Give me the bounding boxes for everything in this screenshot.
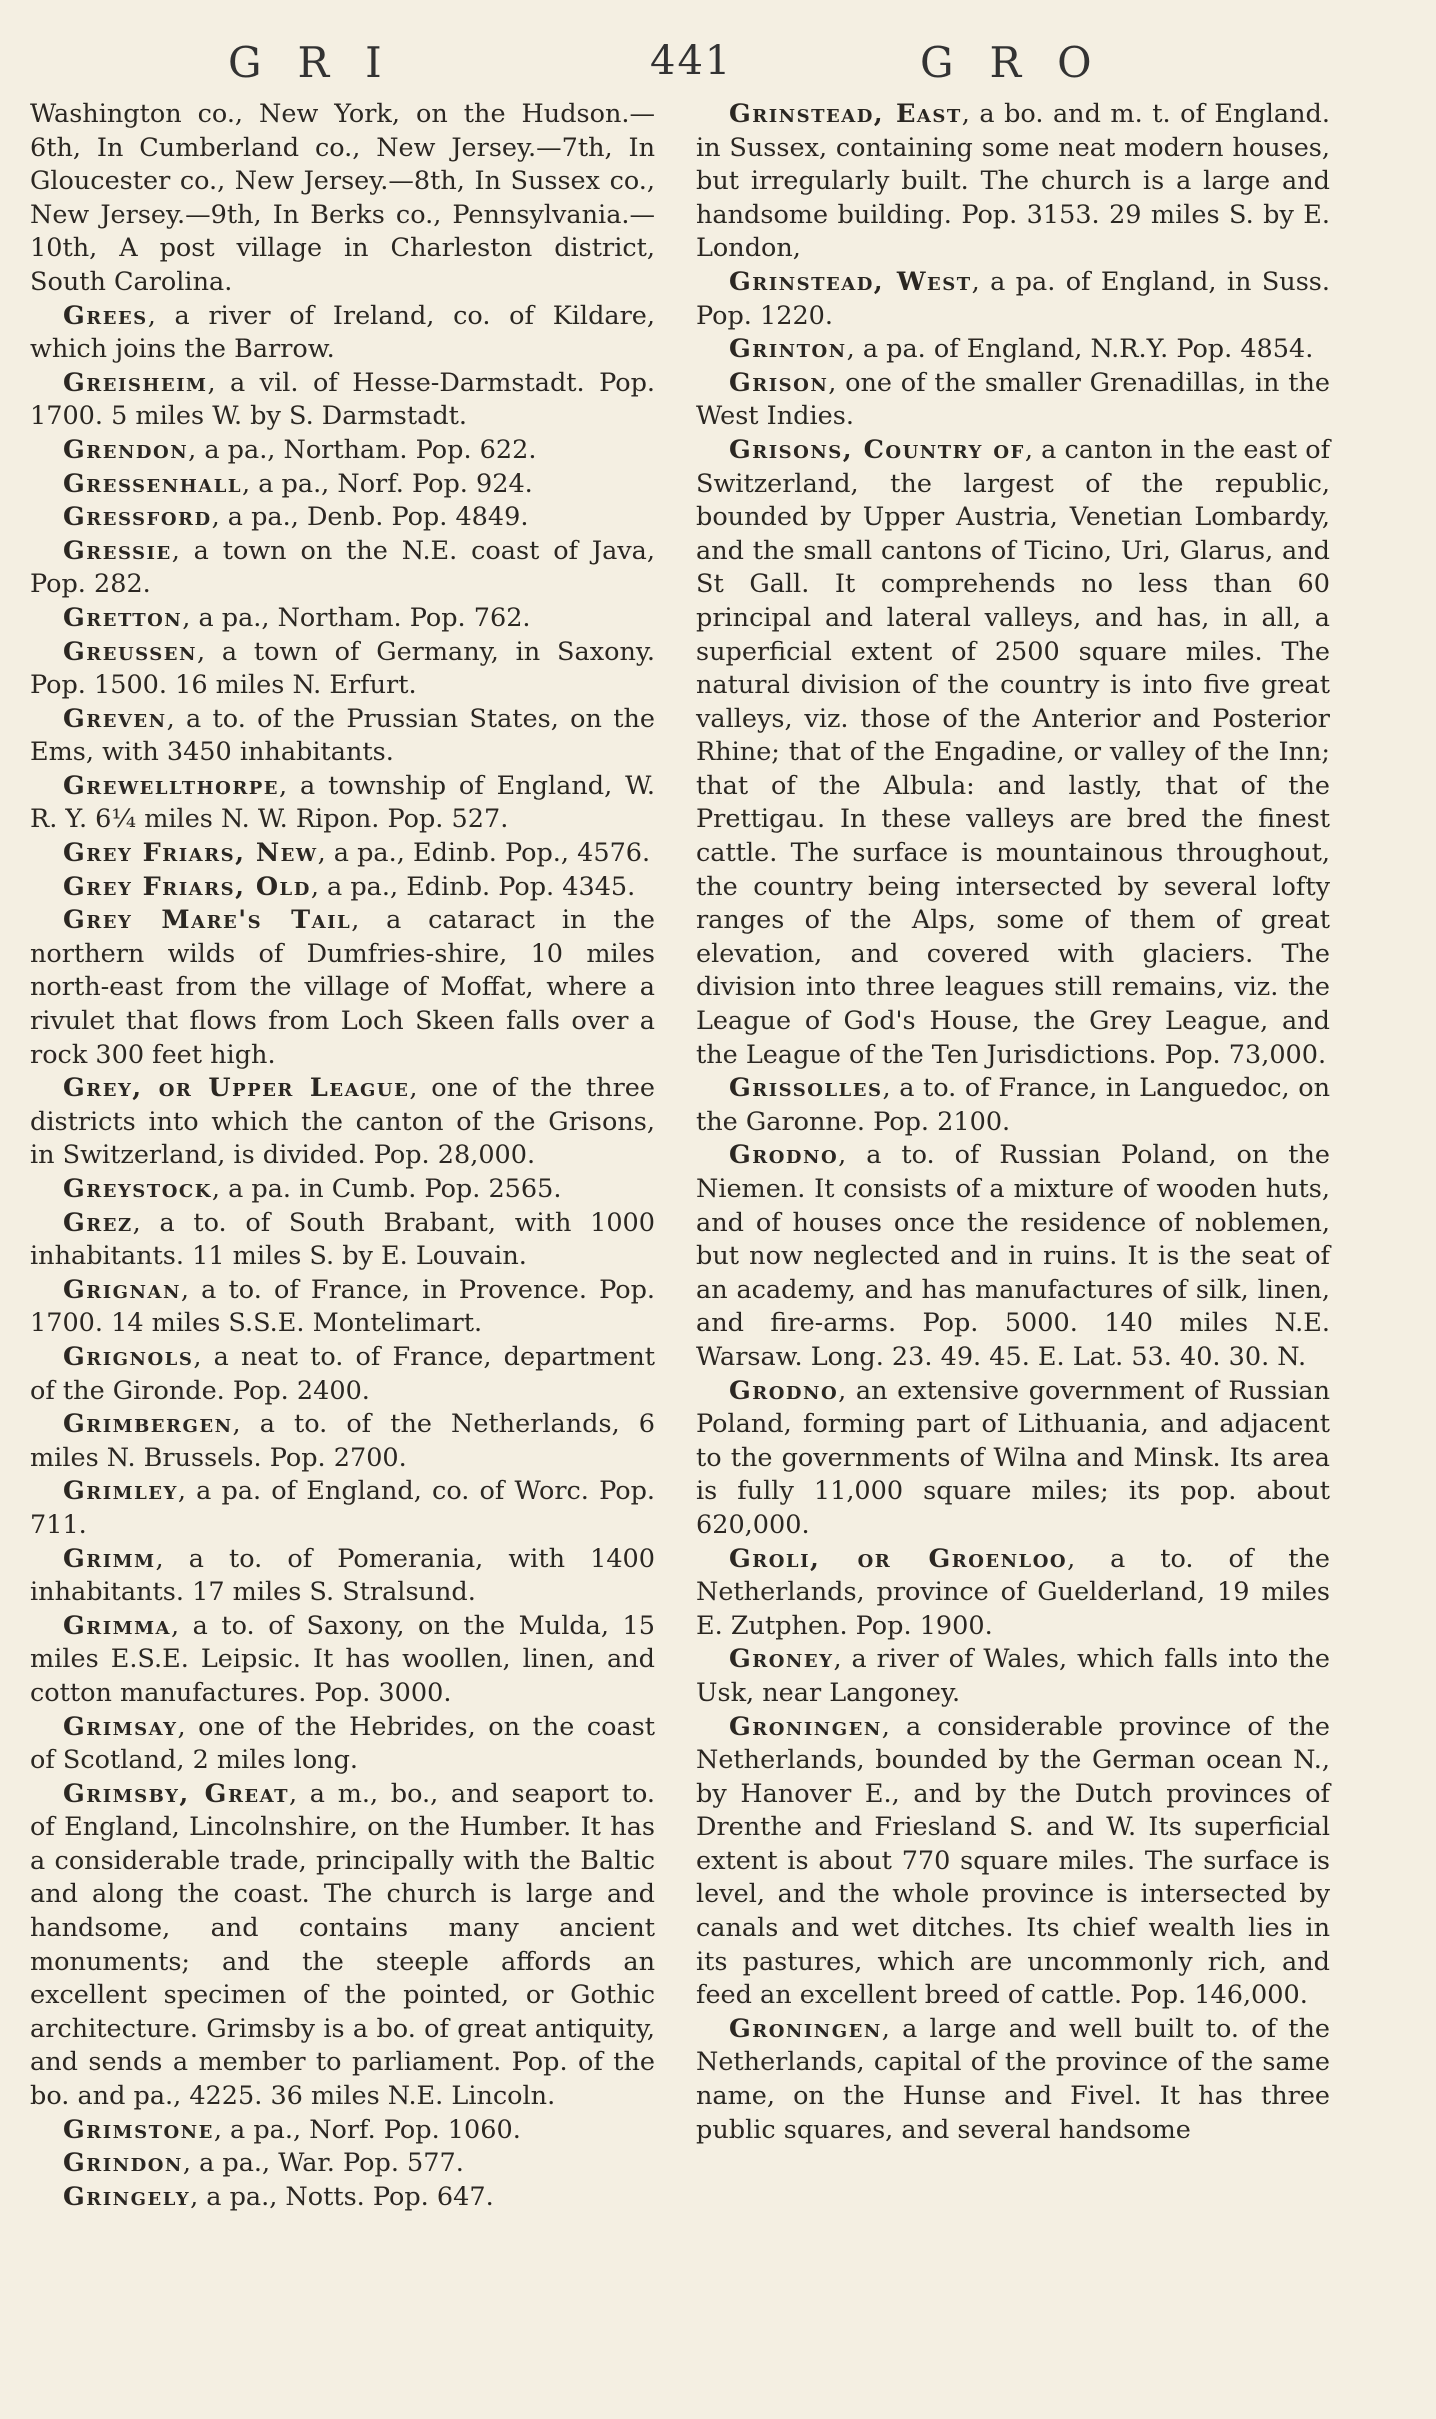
entry-text: , a pa., Denb. Pop. 4849.: [211, 502, 529, 533]
gazetteer-entry: [696, 333, 1330, 367]
entry-headword: Grees: [63, 300, 148, 331]
entry-text: , a canton in the east of Switzerland, the largest of the republic, bounded by Upper Austria, Venetian Lombardy, and the small cantons of Ticino, Uri, Glarus, and St Gall. It comprehends no less than 60 principal and lateral valleys, and has, in all, a superficial extent of 2500 square miles. The natural division of the country is into five great valleys, viz. those of the Anterior and Posterior Rhine; that of the Engadine, or valley of the Inn; that of the Albula: and lastly, that of the Prettigau. In these valleys are bred the finest cattle. The surface is mountainous throughout, the country being intersected by several lofty ranges of the Alps, some of them of great elevation, and covered with glaciers. The division into three leagues still remains, viz. the League of God's House, the Grey League, and the League of the Ten Jurisdictions. Pop. 73,000.: [696, 434, 1331, 1070]
entry-headword: Grinstead, East: [729, 99, 962, 129]
entry-text: , a to. of France, in Languedoc, on the Garonne. Pop. 2100.: [696, 1073, 1330, 1137]
entry-text: , a vil. of Hesse-Darmstadt. Pop. 1700. 5 miles W. by S. Darmstadt.: [30, 367, 655, 432]
gazetteer-entry: [696, 434, 1330, 1072]
entry-text: , a pa., Notts. Pop. 647.: [190, 2181, 494, 2212]
entry-headword: Gringely: [63, 2181, 191, 2212]
gazetteer-entry: [30, 2147, 655, 2181]
entry-text: , a to. of Russian Poland, on the Niemen. It consists of a mixture of wooden huts, and of houses once the residence of noblemen, but now neglected and in ruins. It is the seat of an academy, and has manufactures of silk, linen, and fire-arms. Pop. 5000. 140 miles N.E. Warsaw. Long. 23. 49. 45. E. Lat. 53. 40. 30. N.: [696, 1140, 1330, 1372]
gazetteer-entry: [30, 602, 655, 636]
gazetteer-entry: [30, 1072, 655, 1173]
entry-headword: Grimsby, Great: [63, 1778, 289, 1809]
running-header: [0, 38, 1436, 98]
entry-text: , a town on the N.E. coast of Java, Pop. 282.: [30, 535, 655, 600]
entry-headword: Grey Friars, New: [63, 838, 318, 869]
gazetteer-entry: [30, 1610, 655, 1711]
gazetteer-entry: [30, 300, 655, 367]
entry-headword: Grinstead, West: [729, 266, 972, 297]
entry-headword: Grey Mare's Tail: [63, 905, 352, 936]
entry-text: , a pa. of England, N.R.Y. Pop. 4854.: [846, 334, 1314, 365]
entry-headword: Grignan: [63, 1274, 181, 1305]
entry-text: , a township of England, W. R. Y. 6¼ miles N. W. Ripon. Pop. 527.: [30, 770, 655, 835]
gazetteer-entry: [30, 1475, 655, 1542]
gazetteer-entry: [30, 2181, 655, 2215]
page-number: 441: [650, 38, 733, 84]
entry-text: , a pa., Edinb. Pop. 4345.: [310, 871, 636, 902]
entry-text: , a pa., Northam. Pop. 622.: [188, 434, 537, 465]
entry-headword: Gretton: [63, 602, 183, 633]
entry-headword: Grendon: [63, 434, 189, 465]
entry-headword: Greisheim: [63, 367, 208, 398]
gazetteer-entry: [30, 1207, 655, 1274]
entry-text: , a large and well built to. of the Netherlands, capital of the province of the same name, on the Hunse and Fivel. It has three public squares, and several handsome: [696, 2013, 1330, 2145]
entry-text: , one of the Hebrides, on the coast of Scotland, 2 miles long.: [30, 1711, 655, 1776]
gazetteer-entry: [30, 468, 655, 502]
gazetteer-entry: [696, 266, 1330, 333]
gazetteer-entry: [30, 98, 655, 300]
gazetteer-entry: [696, 1139, 1330, 1374]
gazetteer-entry: [30, 367, 655, 434]
entry-headword: Grimstone: [63, 2114, 214, 2145]
entry-text: , one of the smaller Grenadillas, in the West Indies.: [696, 367, 1330, 432]
gazetteer-entry: [30, 1408, 655, 1475]
gazetteer-entry: [30, 703, 655, 770]
entry-text: , an extensive government of Russian Poland, forming part of Lithuania, and adjacent to the governments of Wilna and Minsk. Its area is fully 11,000 square miles; its pop. about 620,000.: [696, 1375, 1330, 1540]
header-left-guideword: GRI: [228, 38, 418, 87]
entry-text: , a pa., Norf. Pop. 924.: [242, 468, 533, 499]
entry-headword: Gressford: [63, 502, 212, 533]
entry-text: , a pa., War. Pop. 577.: [182, 2148, 464, 2179]
gazetteer-entry: [30, 1778, 655, 2114]
entry-headword: Greussen: [63, 636, 197, 667]
entry-headword: Grimbergen: [63, 1409, 233, 1440]
entry-text: , a to. of Pomerania, with 1400 inhabitants. 17 miles S. Stralsund.: [30, 1543, 655, 1608]
gazetteer-entry: [30, 770, 655, 837]
entry-headword: Grimma: [63, 1610, 171, 1641]
entry-text: , a pa. in Cumb. Pop. 2565.: [211, 1174, 562, 1204]
entry-headword: Grodno: [729, 1375, 839, 1406]
entry-text: , a bo. and m. t. of England. in Sussex, containing some neat modern houses, but irregularly built. The church is a large and handsome building. Pop. 3153. 29 miles S. by E. London,: [696, 99, 1330, 264]
entry-headword: Groney: [729, 1644, 834, 1675]
gazetteer-entry: [30, 837, 655, 871]
gazetteer-entry: [696, 1643, 1330, 1710]
gazetteer-entry: [30, 636, 655, 703]
entry-text: , a cataract in the northern wilds of Dumfries-shire, 10 miles north-east from the village of Moffat, where a rivulet that flows from Loch Skeen falls over a rock 300 feet high.: [30, 905, 655, 1070]
entry-headword: Groningen: [729, 1711, 882, 1742]
entry-headword: Groningen: [729, 2013, 882, 2044]
entry-text: , a pa. of England, co. of Worc. Pop. 711.: [30, 1476, 655, 1540]
gazetteer-entry: [696, 1072, 1330, 1139]
entry-text: , a to. of the Netherlands, 6 miles N. Brussels. Pop. 2700.: [30, 1409, 655, 1473]
entry-headword: Grey, or Upper League: [63, 1073, 410, 1104]
entry-headword: Grignols: [63, 1341, 194, 1372]
entry-text: , a town of Germany, in Saxony. Pop. 1500. 16 miles N. Erfurt.: [30, 636, 655, 701]
gazetteer-entry: [696, 2013, 1330, 2147]
gazetteer-entry: [30, 904, 655, 1072]
gazetteer-entry: [30, 1711, 655, 1778]
entry-headword: Greven: [63, 703, 167, 734]
entry-text: , a pa., Northam. Pop. 762.: [182, 602, 531, 633]
entry-text: , a to. of the Netherlands, province of Guelderland, 19 miles E. Zutphen. Pop. 1900.: [696, 1543, 1330, 1641]
gazetteer-entry: [30, 1274, 655, 1341]
entry-headword: Grimsay: [63, 1711, 178, 1742]
entry-headword: Grewellthorpe: [63, 770, 280, 801]
gazetteer-entry: [30, 434, 655, 468]
entry-text: , a pa. of England, in Suss. Pop. 1220.: [696, 266, 1330, 331]
entry-text: , a river of Ireland, co. of Kildare, which joins the Barrow.: [30, 300, 655, 365]
gazetteer-entry: [30, 1341, 655, 1408]
entry-text: , a to. of France, in Provence. Pop. 1700. 14 miles S.S.E. Montelimart.: [30, 1274, 655, 1339]
entry-headword: Grey Friars, Old: [63, 871, 311, 902]
gazetteer-entry: [30, 871, 655, 905]
gazetteer-entry: [696, 367, 1330, 434]
gazetteer-entry: [30, 535, 655, 602]
entry-text: , a m., bo., and seaport to. of England, Lincolnshire, on the Humber. It has a considerable trade, principally with the Baltic and along the coast. The church is large and handsome, and contains many ancient monuments; and the steeple affords an excellent specimen of the pointed, or Gothic architecture. Grimsby is a bo. of great antiquity, and sends a member to parliament. Pop. of the bo. and pa., 4225. 36 miles N.E. Lincoln.: [30, 1778, 655, 2112]
entry-text: , a considerable province of the Netherlands, bounded by the German ocean N., by Hanover E., and by the Dutch provinces of Drenthe and Friesland S. and W. Its superficial extent is about 770 square miles. The surface is level, and the whole province is intersected by canals and wet ditches. Its chief wealth lies in its pastures, which are uncommonly rich, and feed an excellent breed of cattle. Pop. 146,000.: [696, 1711, 1330, 2011]
entry-headword: Grimm: [63, 1543, 156, 1574]
gazetteer-entry: [696, 1543, 1330, 1644]
gazetteer-entry: [30, 501, 655, 535]
entry-headword: Grimley: [63, 1476, 178, 1507]
gazetteer-entry: [30, 2114, 655, 2148]
entry-headword: Grisons, Country of: [729, 434, 1025, 465]
entry-text: , a neat to. of France, department of the Gironde. Pop. 2400.: [30, 1341, 655, 1406]
entry-headword: Groli, or Groenloo: [729, 1543, 1068, 1574]
entry-text: , a pa., Edinb. Pop., 4576.: [317, 838, 651, 869]
entry-headword: Grodno: [729, 1140, 839, 1171]
entry-text: , a river of Wales, which falls into the Usk, near Langoney.: [696, 1644, 1330, 1708]
gazetteer-entry: [30, 1173, 655, 1207]
entry-headword: Grison: [729, 367, 829, 398]
left-column: [30, 98, 655, 2214]
entry-headword: Grissolles: [729, 1073, 883, 1104]
entry-text: , one of the three districts into which the canton of the Grisons, in Switzerland, is divided. Pop. 28,000.: [30, 1073, 655, 1171]
entry-text: , a to. of Saxony, on the Mulda, 15 miles E.S.E. Leipsic. It has woollen, linen, and cotton manufactures. Pop. 3000.: [30, 1610, 655, 1708]
entry-text: , a to. of South Brabant, with 1000 inhabitants. 11 miles S. by E. Louvain.: [30, 1207, 655, 1272]
gazetteer-entry: [30, 1543, 655, 1610]
entry-headword: Gressenhall: [63, 468, 243, 499]
entry-headword: Grinton: [729, 334, 847, 365]
gazetteer-entry: [696, 1711, 1330, 2013]
entry-text: , a pa., Norf. Pop. 1060.: [213, 2114, 521, 2145]
entry-headword: Gressie: [63, 535, 172, 566]
gazetteer-entry: [696, 98, 1330, 266]
entry-text: Washington co., New York, on the Hudson.—6th, In Cumberland co., New Jersey.—7th, In Gloucester co., New Jersey.—8th, In Sussex co., New Jersey.—9th, In Berks co., Pennsylvania.—10th, A post village in Charleston district, South Carolina.: [30, 99, 655, 297]
entry-headword: Grindon: [63, 2148, 183, 2179]
header-right-guideword: GRO: [920, 38, 1128, 87]
gazetteer-entry: [696, 1375, 1330, 1543]
entry-headword: Greystock: [63, 1174, 212, 1204]
right-column: [696, 98, 1330, 2147]
entry-text: , a to. of the Prussian States, on the Ems, with 3450 inhabitants.: [30, 703, 655, 768]
entry-headword: Grez: [63, 1207, 133, 1238]
